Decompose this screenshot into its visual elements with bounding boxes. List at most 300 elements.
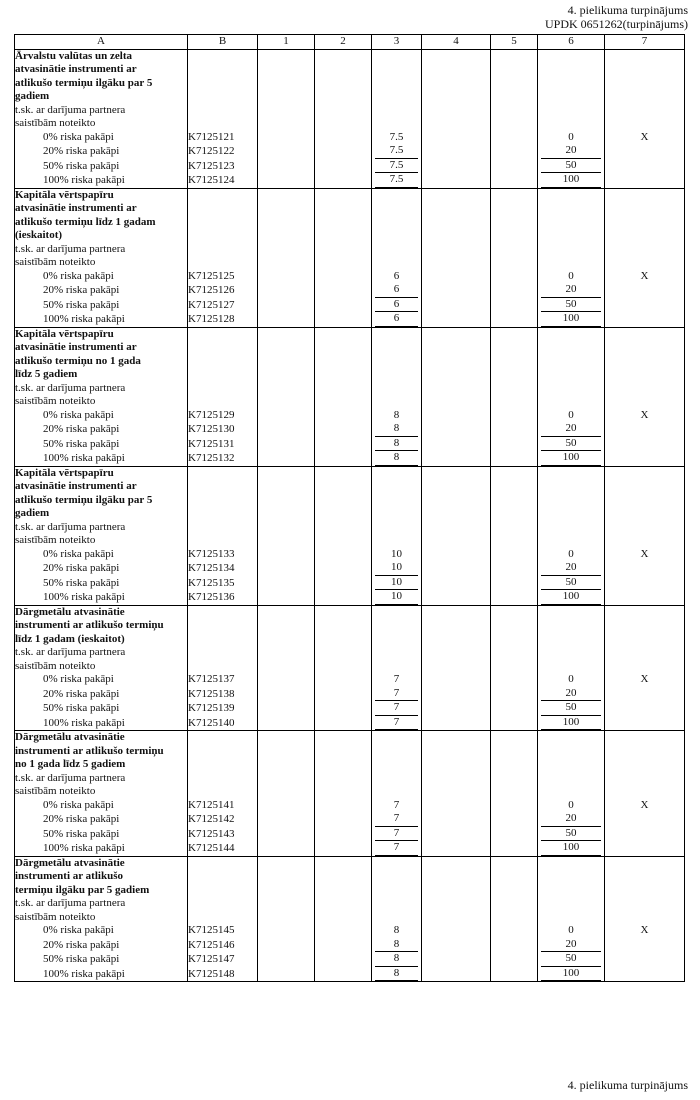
code-cell (188, 884, 258, 898)
empty-cell (315, 229, 372, 243)
col-6-text: 0 (568, 269, 574, 282)
empty-cell (491, 870, 538, 884)
empty-cell (258, 355, 315, 369)
col-1-cell (258, 799, 315, 813)
table-row (15, 173, 685, 188)
col-6-text: 100 (541, 312, 601, 327)
empty-cell (491, 104, 538, 118)
col-6-value (538, 409, 605, 423)
table-row (15, 911, 685, 925)
code-cell (188, 745, 258, 759)
col-6-value (538, 952, 605, 967)
col-2-cell (315, 687, 372, 702)
empty-cell (315, 619, 372, 633)
empty-cell (372, 368, 422, 382)
col-4-cell (422, 548, 491, 562)
empty-cell (491, 785, 538, 799)
empty-cell (258, 911, 315, 925)
col-5-cell (491, 159, 538, 174)
code-cell (188, 216, 258, 230)
col-6-text: 20 (541, 812, 601, 827)
empty-cell (258, 104, 315, 118)
empty-cell (372, 466, 422, 480)
col-head-4: 4 (422, 35, 491, 50)
col-6-value (538, 422, 605, 437)
col-5-cell (491, 701, 538, 716)
empty-cell (372, 911, 422, 925)
sub-label: saistībām noteikto (15, 395, 188, 409)
table-row (15, 283, 685, 298)
col-5-cell (491, 173, 538, 188)
table-row (15, 660, 685, 674)
risk-label: 50% riska pakāpi (15, 437, 188, 452)
table-row (15, 159, 685, 174)
code-cell (188, 202, 258, 216)
col-2-cell (315, 924, 372, 938)
col-6-text: 100 (541, 451, 601, 466)
risk-label: 50% riska pakāpi (15, 952, 188, 967)
empty-cell (538, 633, 605, 647)
col-4-cell (422, 173, 491, 188)
col-5-cell (491, 827, 538, 842)
empty-cell (605, 216, 685, 230)
sub-label: saistībām noteikto (15, 534, 188, 548)
empty-cell (538, 77, 605, 91)
col-2-cell (315, 967, 372, 982)
empty-cell (491, 49, 538, 63)
empty-cell (491, 395, 538, 409)
col-6-text: 100 (541, 173, 601, 188)
col-3-text: 6 (393, 269, 400, 282)
empty-cell (491, 117, 538, 131)
table-row (15, 312, 685, 327)
empty-cell (605, 466, 685, 480)
col-head-5: 5 (491, 35, 538, 50)
col-7-value: X (605, 270, 685, 284)
empty-cell (605, 521, 685, 535)
sub-label: t.sk. ar darījuma partnera (15, 772, 188, 786)
empty-cell (258, 758, 315, 772)
empty-cell (372, 117, 422, 131)
empty-cell (258, 480, 315, 494)
empty-cell (538, 870, 605, 884)
col-4-cell (422, 283, 491, 298)
empty-cell (605, 368, 685, 382)
empty-cell (538, 856, 605, 870)
empty-cell (258, 660, 315, 674)
code-cell (188, 856, 258, 870)
table-row (15, 924, 685, 938)
empty-cell (315, 911, 372, 925)
code-cell (188, 188, 258, 202)
table-row (15, 967, 685, 982)
empty-cell (372, 856, 422, 870)
empty-cell (538, 341, 605, 355)
col-6-text: 50 (541, 298, 601, 313)
empty-cell (422, 90, 491, 104)
table-row (15, 117, 685, 131)
block-title-line: gadiem (15, 507, 188, 521)
table-row (15, 772, 685, 786)
block-title-line: instrumenti ar atlikušo (15, 870, 188, 884)
col-4-cell (422, 701, 491, 716)
row-code: K7125146 (188, 938, 258, 953)
risk-table (14, 34, 685, 982)
empty-cell (605, 63, 685, 77)
table-row (15, 270, 685, 284)
col-3-text: 7.5 (375, 144, 418, 159)
empty-cell (538, 785, 605, 799)
col-3-text: 8 (375, 952, 418, 967)
empty-cell (258, 633, 315, 647)
block-title-line: no 1 gada līdz 5 gadiem (15, 758, 188, 772)
col-2-cell (315, 312, 372, 327)
table-row (15, 870, 685, 884)
col-6-text: 100 (541, 841, 601, 856)
empty-cell (605, 785, 685, 799)
empty-cell (491, 660, 538, 674)
row-code: K7125133 (188, 548, 258, 562)
empty-cell (491, 90, 538, 104)
empty-cell (315, 521, 372, 535)
table-row (15, 327, 685, 341)
empty-cell (605, 534, 685, 548)
row-code: K7125124 (188, 173, 258, 188)
col-2-cell (315, 799, 372, 813)
col-5-cell (491, 451, 538, 466)
empty-cell (372, 646, 422, 660)
col-6-value (538, 812, 605, 827)
empty-cell (372, 660, 422, 674)
col-6-value (538, 938, 605, 953)
col-3-text: 7 (375, 812, 418, 827)
col-3-value (372, 673, 422, 687)
col-4-cell (422, 812, 491, 827)
col-6-text: 100 (541, 716, 601, 731)
empty-cell (605, 243, 685, 257)
col-3-value (372, 561, 422, 576)
col-6-text: 20 (541, 283, 601, 298)
risk-label: 0% riska pakāpi (15, 409, 188, 423)
block-title-line: atvasinātie instrumenti ar (15, 480, 188, 494)
empty-cell (315, 772, 372, 786)
table-row (15, 646, 685, 660)
empty-cell (258, 534, 315, 548)
empty-cell (491, 619, 538, 633)
empty-cell (372, 104, 422, 118)
empty-cell (491, 243, 538, 257)
col-1-cell (258, 673, 315, 687)
col-5-cell (491, 144, 538, 159)
empty-cell (605, 605, 685, 619)
col-2-cell (315, 576, 372, 591)
empty-cell (538, 534, 605, 548)
col-3-text: 7.5 (375, 173, 418, 188)
empty-cell (605, 772, 685, 786)
code-cell (188, 256, 258, 270)
code-cell (188, 494, 258, 508)
empty-cell (258, 341, 315, 355)
col-1-cell (258, 716, 315, 731)
empty-cell (491, 494, 538, 508)
col-2-cell (315, 451, 372, 466)
code-cell (188, 395, 258, 409)
empty-cell (372, 216, 422, 230)
code-cell (188, 911, 258, 925)
empty-cell (491, 521, 538, 535)
empty-cell (538, 188, 605, 202)
empty-cell (315, 382, 372, 396)
col-4-cell (422, 687, 491, 702)
block-title-line: atlikušo termiņu no 1 gada (15, 355, 188, 369)
empty-cell (491, 77, 538, 91)
table-row (15, 897, 685, 911)
code-cell (188, 77, 258, 91)
col-7-value (605, 841, 685, 856)
col-6-text: 50 (541, 159, 601, 174)
header-line-1: 4. pielikuma turpinājums (567, 3, 688, 17)
empty-cell (372, 494, 422, 508)
empty-cell (315, 856, 372, 870)
block-title-line: (ieskaitot) (15, 229, 188, 243)
col-1-cell (258, 952, 315, 967)
empty-cell (605, 646, 685, 660)
table-row (15, 673, 685, 687)
empty-cell (372, 382, 422, 396)
col-3-text: 10 (375, 561, 418, 576)
empty-cell (258, 466, 315, 480)
risk-label: 50% riska pakāpi (15, 298, 188, 313)
col-5-cell (491, 841, 538, 856)
col-6-value (538, 548, 605, 562)
block-title-line: atvasinātie instrumenti ar (15, 341, 188, 355)
block-title-line: atlikušo termiņu ilgāku par 5 (15, 77, 188, 91)
col-2-cell (315, 673, 372, 687)
empty-cell (491, 534, 538, 548)
col-6-value (538, 687, 605, 702)
empty-cell (422, 660, 491, 674)
col-6-value (538, 173, 605, 188)
empty-cell (538, 243, 605, 257)
table-row (15, 716, 685, 731)
empty-cell (422, 494, 491, 508)
table-row (15, 144, 685, 159)
empty-cell (315, 507, 372, 521)
col-6-value (538, 561, 605, 576)
empty-cell (422, 341, 491, 355)
col-2-cell (315, 952, 372, 967)
empty-cell (422, 188, 491, 202)
code-cell (188, 229, 258, 243)
empty-cell (422, 731, 491, 745)
col-4-cell (422, 952, 491, 967)
col-4-cell (422, 590, 491, 605)
col-7-value (605, 716, 685, 731)
empty-cell (491, 355, 538, 369)
col-3-value (372, 701, 422, 716)
empty-cell (258, 117, 315, 131)
table-row (15, 229, 685, 243)
row-code: K7125142 (188, 812, 258, 827)
col-3-value (372, 827, 422, 842)
block-title-line: Dārgmetālu atvasinātie (15, 605, 188, 619)
table-row (15, 884, 685, 898)
risk-label: 20% riska pakāpi (15, 687, 188, 702)
table-row (15, 701, 685, 716)
empty-cell (315, 63, 372, 77)
table-row (15, 745, 685, 759)
table-row (15, 799, 685, 813)
table-row (15, 480, 685, 494)
block-title-line: instrumenti ar atlikušo termiņu (15, 619, 188, 633)
col-4-cell (422, 298, 491, 313)
col-1-cell (258, 270, 315, 284)
table-row (15, 355, 685, 369)
col-7-value (605, 952, 685, 967)
block-title-line: instrumenti ar atlikušo termiņu (15, 745, 188, 759)
col-5-cell (491, 938, 538, 953)
empty-cell (315, 341, 372, 355)
risk-label: 20% riska pakāpi (15, 561, 188, 576)
empty-cell (491, 911, 538, 925)
row-code: K7125128 (188, 312, 258, 327)
col-6-text: 50 (541, 952, 601, 967)
empty-cell (538, 660, 605, 674)
col-5-cell (491, 561, 538, 576)
empty-cell (372, 884, 422, 898)
empty-cell (372, 633, 422, 647)
empty-cell (538, 911, 605, 925)
col-4-cell (422, 422, 491, 437)
col-6-value (538, 312, 605, 327)
col-3-text: 7 (393, 798, 400, 811)
col-3-text: 6 (375, 312, 418, 327)
block-title-line: Kapitāla vērtspapīru (15, 466, 188, 480)
col-5-cell (491, 590, 538, 605)
empty-cell (372, 785, 422, 799)
col-2-cell (315, 131, 372, 145)
col-4-cell (422, 409, 491, 423)
table-row (15, 256, 685, 270)
empty-cell (258, 619, 315, 633)
block-title-line: Dārgmetālu atvasinātie (15, 856, 188, 870)
header-line-2: UPDK 0651262(turpinājums) (545, 17, 688, 31)
col-4-cell (422, 561, 491, 576)
risk-label: 20% riska pakāpi (15, 812, 188, 827)
empty-cell (315, 646, 372, 660)
col-3-value (372, 283, 422, 298)
empty-cell (372, 870, 422, 884)
col-3-value (372, 312, 422, 327)
row-code: K7125138 (188, 687, 258, 702)
col-3-value (372, 590, 422, 605)
empty-cell (491, 633, 538, 647)
empty-cell (258, 243, 315, 257)
empty-cell (422, 646, 491, 660)
empty-cell (422, 395, 491, 409)
empty-cell (491, 466, 538, 480)
col-6-text: 50 (541, 576, 601, 591)
col-6-value (538, 159, 605, 174)
col-6-value (538, 967, 605, 982)
empty-cell (422, 745, 491, 759)
col-1-cell (258, 924, 315, 938)
col-3-value (372, 841, 422, 856)
empty-cell (372, 897, 422, 911)
col-4-cell (422, 673, 491, 687)
empty-cell (258, 229, 315, 243)
col-2-cell (315, 144, 372, 159)
empty-cell (258, 256, 315, 270)
table-row (15, 451, 685, 466)
col-4-cell (422, 131, 491, 145)
empty-cell (605, 911, 685, 925)
col-2-cell (315, 701, 372, 716)
row-code: K7125134 (188, 561, 258, 576)
col-2-cell (315, 437, 372, 452)
empty-cell (372, 355, 422, 369)
col-1-cell (258, 159, 315, 174)
empty-cell (422, 633, 491, 647)
empty-cell (258, 870, 315, 884)
empty-cell (372, 202, 422, 216)
col-1-cell (258, 548, 315, 562)
empty-cell (538, 731, 605, 745)
row-code: K7125130 (188, 422, 258, 437)
sub-label: saistībām noteikto (15, 117, 188, 131)
col-7-value (605, 144, 685, 159)
table-row (15, 534, 685, 548)
empty-cell (422, 911, 491, 925)
row-code: K7125131 (188, 437, 258, 452)
col-6-text: 50 (541, 827, 601, 842)
col-3-text: 7 (375, 687, 418, 702)
col-3-value (372, 548, 422, 562)
empty-cell (422, 216, 491, 230)
block-title-line: Kapitāla vērtspapīru (15, 327, 188, 341)
empty-cell (372, 327, 422, 341)
table-row (15, 77, 685, 91)
empty-cell (258, 507, 315, 521)
empty-cell (315, 870, 372, 884)
empty-cell (258, 90, 315, 104)
col-5-cell (491, 812, 538, 827)
table-row (15, 90, 685, 104)
col-3-value (372, 298, 422, 313)
row-code: K7125121 (188, 131, 258, 145)
empty-cell (538, 772, 605, 786)
col-7-value (605, 437, 685, 452)
col-3-text: 8 (375, 451, 418, 466)
col-2-cell (315, 298, 372, 313)
col-2-cell (315, 561, 372, 576)
col-1-cell (258, 312, 315, 327)
empty-cell (422, 619, 491, 633)
col-3-text: 8 (375, 967, 418, 982)
code-cell (188, 104, 258, 118)
block-title-line: atvasinātie instrumenti ar (15, 63, 188, 77)
empty-cell (605, 188, 685, 202)
col-3-text: 8 (375, 437, 418, 452)
empty-cell (538, 646, 605, 660)
empty-cell (491, 256, 538, 270)
empty-cell (315, 49, 372, 63)
col-3-value (372, 173, 422, 188)
empty-cell (258, 731, 315, 745)
code-cell (188, 870, 258, 884)
col-7-value: X (605, 409, 685, 423)
col-7-value (605, 938, 685, 953)
